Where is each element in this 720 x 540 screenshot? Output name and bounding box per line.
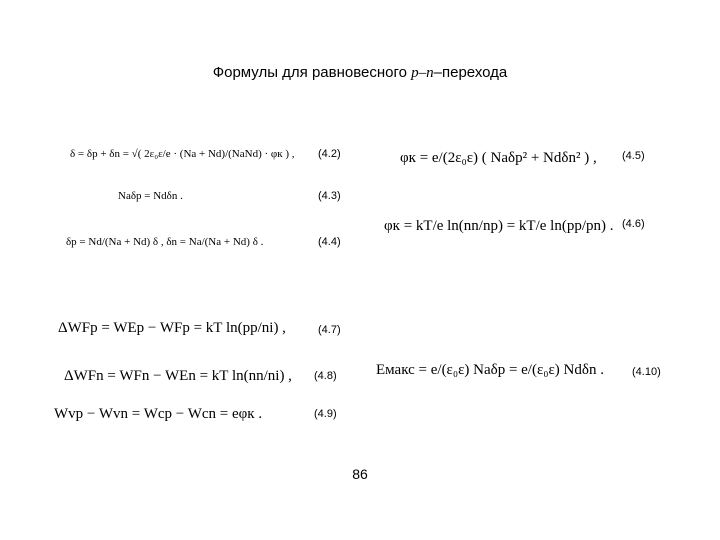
- title-italic: p–n: [411, 65, 434, 81]
- formula-number-4-5: (4.5): [622, 150, 645, 162]
- formula-number-4-7: (4.7): [318, 324, 341, 336]
- formula-4-3: Naδp = Ndδn .: [118, 190, 183, 202]
- title-main: Формулы для равновесного: [212, 64, 412, 81]
- title-suffix: –перехода: [433, 64, 508, 81]
- formula-number-4-6: (4.6): [622, 218, 645, 230]
- formula-4-6: φк = kT/e ln(nn/np) = kT/e ln(pp/pn) .: [384, 218, 614, 234]
- formula-number-4-4: (4.4): [318, 236, 341, 248]
- formula-number-4-10: (4.10): [632, 366, 661, 378]
- formula-number-4-8: (4.8): [314, 370, 337, 382]
- formula-4-5: φк = e/(2ε₀ε) ( Naδp² + Ndδn² ) ,: [400, 150, 597, 166]
- formula-4-9: Wvp − Wvn = Wcp − Wcn = eφк .: [54, 406, 263, 422]
- formula-4-7: ΔWFp = WEp − WFp = kT ln(pp/ni) ,: [58, 320, 286, 336]
- formula-number-4-9: (4.9): [314, 408, 337, 420]
- page-number: 86: [352, 466, 368, 482]
- formula-4-2: δ = δp + δn = √( 2ε₀ε/e · (Na + Nd)/(NaNd) · φк ) ,: [70, 148, 295, 160]
- formula-number-4-3: (4.3): [318, 190, 341, 202]
- formula-4-8: ΔWFn = WFn − WEn = kT ln(nn/ni) ,: [64, 368, 292, 384]
- formula-4-10: Eмакс = e/(ε₀ε) Naδp = e/(ε₀ε) Ndδn .: [376, 362, 604, 378]
- formula-4-4: δp = Nd/(Na + Nd) δ , δn = Na/(Na + Nd) δ .: [66, 236, 264, 248]
- page-title: [0, 64, 720, 82]
- formula-number-4-2: (4.2): [318, 148, 341, 160]
